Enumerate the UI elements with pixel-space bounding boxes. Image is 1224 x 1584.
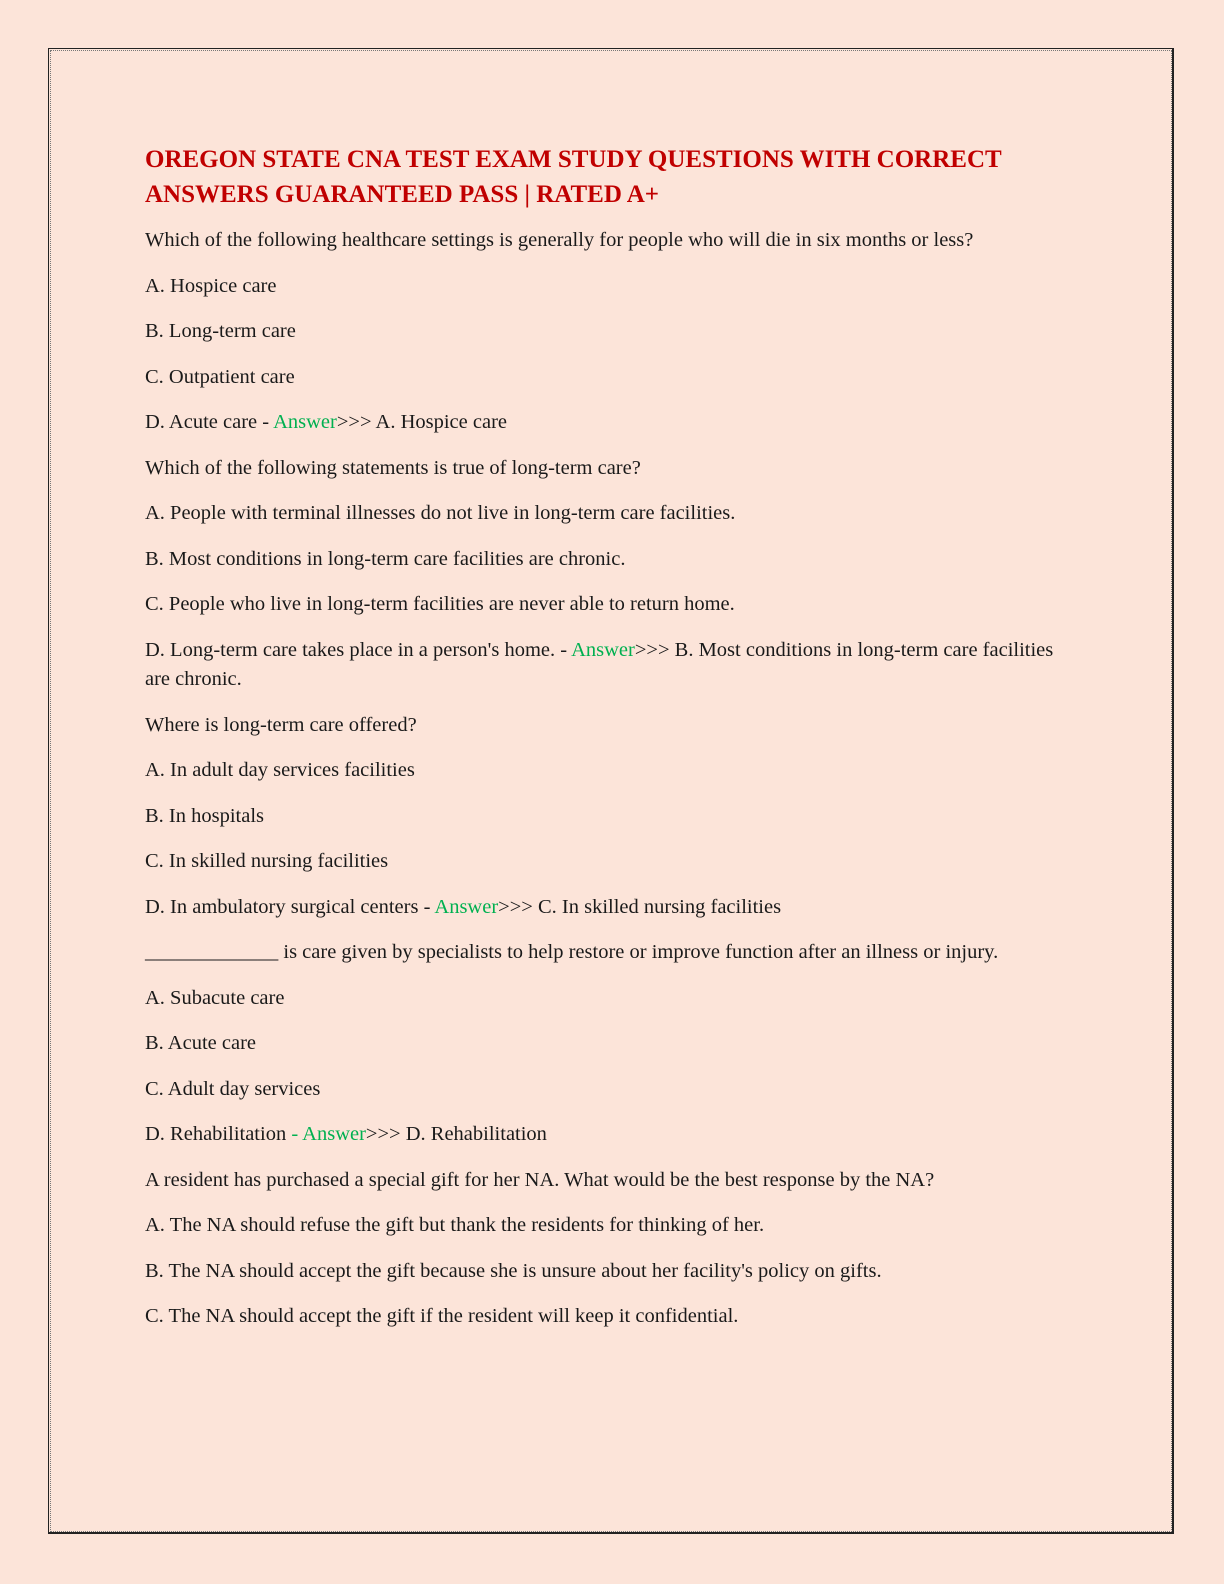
answer-label: Answer [302, 1123, 366, 1145]
question-block [145, 938, 1080, 1150]
question-stem: _____________ is care given by specialists to help restore or improve function after an illness or injury. [145, 941, 999, 963]
question-stem: Which of the following statements is true of long-term care? [145, 456, 641, 479]
option-c: C. In skilled nursing facilities [145, 850, 389, 872]
option-a: A. Hospice care [145, 274, 277, 297]
option-c: C. Adult day services [145, 1077, 321, 1100]
document-title: OREGON STATE CNA TEST EXAM STUDY QUESTIONS WITH CORRECT ANSWERS GUARANTEED PASS | RATED A+ [145, 146, 1002, 208]
answer-text: >>> A. Hospice care [336, 411, 507, 433]
option-d-with-answer [145, 636, 1080, 695]
option-b: B. The NA should accept the gift because she is unsure about her facility's policy on gifts. [145, 1259, 882, 1282]
option-a: A. In adult day services facilities [145, 759, 415, 781]
question-stem: A resident has purchased a special gift for her NA. What would be the best response by the NA? [145, 1168, 935, 1191]
answer-separator: - [286, 1123, 303, 1145]
question-stem: Where is long-term care offered? [145, 713, 417, 736]
option-d: D. Long-term care takes place in a person's home. [145, 638, 556, 661]
answer-separator: - [418, 895, 435, 918]
option-c: C. People who live in long-term facilities are never able to return home. [145, 593, 735, 615]
option-b: B. In hospitals [145, 804, 265, 827]
option-d: D. Acute care [145, 411, 258, 433]
option-d-with-answer [145, 1120, 1080, 1150]
option-b: B. Most conditions in long-term care facilities are chronic. [145, 547, 626, 570]
option-d: D. In ambulatory surgical centers [145, 895, 419, 918]
option-a: A. Subacute care [145, 986, 285, 1009]
answer-label: Answer [571, 638, 635, 661]
question-block [145, 1166, 1080, 1332]
option-b: B. Acute care [145, 1032, 256, 1054]
option-d-with-answer [145, 893, 1080, 923]
option-a: A. The NA should refuse the gift but thank the residents for thinking of her. [145, 1214, 765, 1236]
answer-text: >>> C. In skilled nursing facilities [498, 895, 782, 918]
question-block [145, 711, 1080, 923]
question-stem: Which of the following healthcare settings is generally for people who will die in six months or less? [145, 229, 974, 251]
answer-separator: - [555, 638, 572, 661]
answer-label: Answer [434, 895, 499, 918]
answer-text: >>> B. Most conditions in long-term care facilities are chronic. [145, 638, 1054, 690]
option-d-with-answer [145, 408, 1080, 438]
option-a: A. People with terminal illnesses do not live in long-term care facilities. [145, 502, 736, 524]
option-c: C. Outpatient care [145, 365, 295, 388]
option-d: D. Rehabilitation [145, 1123, 287, 1145]
question-block [145, 226, 1080, 438]
answer-separator: - [257, 411, 274, 433]
document-body [145, 142, 1080, 1348]
option-c: C. The NA should accept the gift if the resident will keep it confidential. [145, 1305, 739, 1327]
answer-text: >>> D. Rehabilitation [365, 1123, 547, 1145]
question-block [145, 454, 1080, 695]
option-b: B. Long-term care [145, 320, 296, 342]
answer-label: Answer [273, 411, 337, 433]
